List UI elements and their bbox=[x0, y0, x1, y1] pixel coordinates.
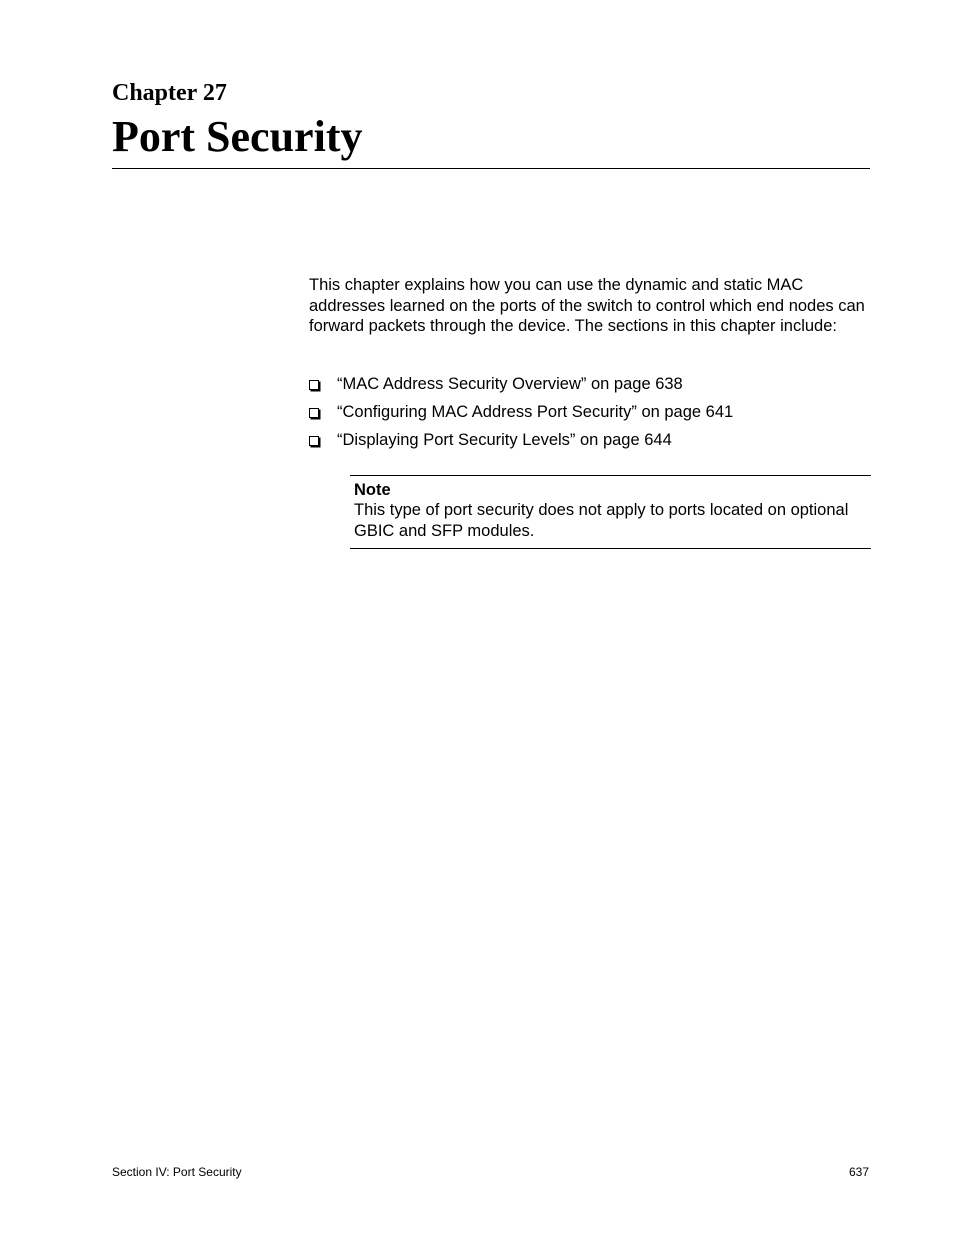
section-list bbox=[309, 374, 733, 458]
checkbox-bullet-icon bbox=[309, 408, 319, 418]
checkbox-bullet-icon bbox=[309, 436, 319, 446]
note-body: This type of port security does not apply to ports located on optional GBIC and SFP modules. bbox=[354, 501, 849, 540]
section-link[interactable]: “MAC Address Security Overview” on page 638 bbox=[337, 375, 683, 393]
section-link[interactable]: “Displaying Port Security Levels” on page 644 bbox=[337, 431, 672, 449]
checkbox-bullet-icon bbox=[309, 380, 319, 390]
list-item bbox=[309, 374, 733, 402]
list-item bbox=[309, 430, 733, 458]
section-link[interactable]: “Configuring MAC Address Port Security” on page 641 bbox=[337, 403, 734, 421]
chapter-title: Port Security bbox=[112, 112, 363, 161]
footer-section-title: Section IV: Port Security bbox=[112, 1165, 242, 1179]
title-divider bbox=[112, 168, 870, 169]
note-box bbox=[350, 475, 871, 549]
chapter-label: Chapter 27 bbox=[112, 80, 227, 106]
list-item bbox=[309, 402, 733, 430]
intro-paragraph: This chapter explains how you can use the dynamic and static MAC addresses learned on the ports of the switch to control which end nodes can forward packets through the device. The sections in this chapter include: bbox=[309, 276, 865, 335]
note-heading: Note bbox=[354, 481, 391, 499]
footer-page-number: 637 bbox=[848, 1165, 869, 1179]
